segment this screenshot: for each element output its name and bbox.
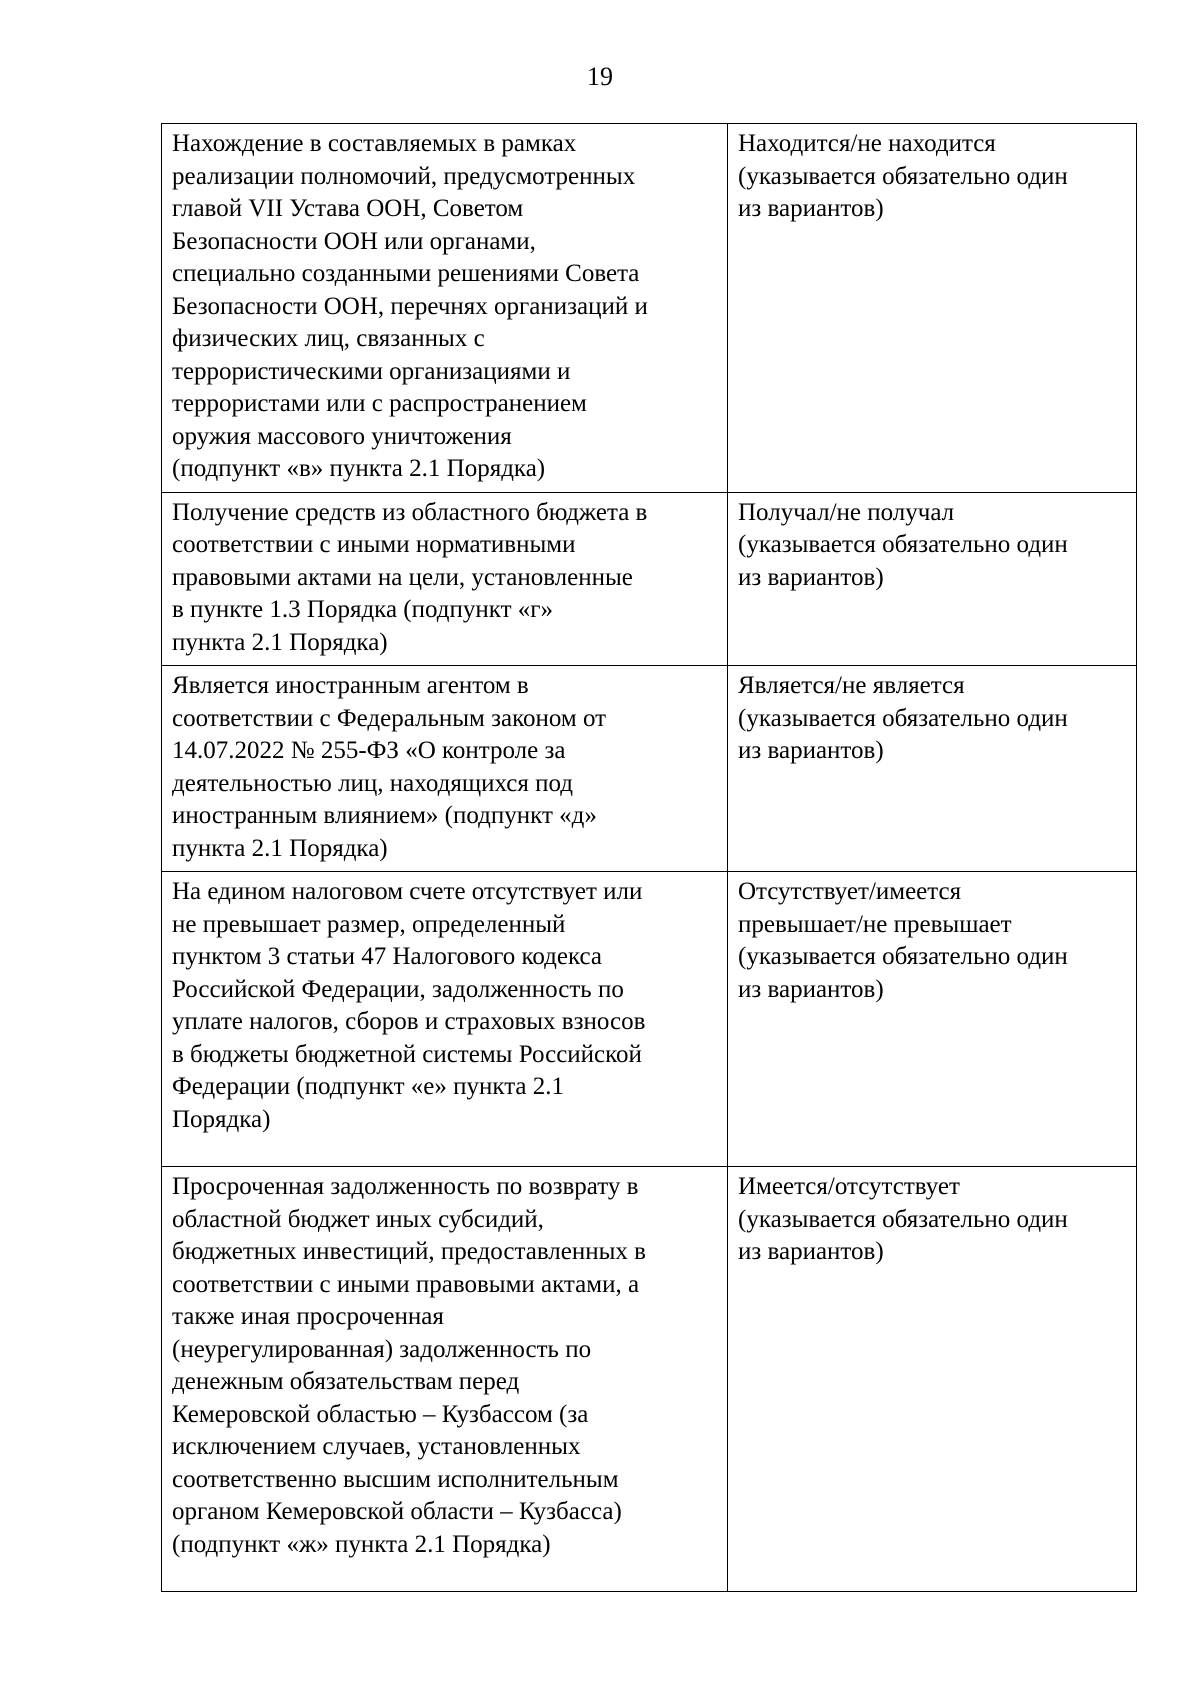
table-row — [162, 872, 1137, 1167]
page-number: 19 — [587, 62, 613, 91]
table-row — [162, 124, 1137, 493]
criterion-cell: Просроченная задолженность по возврату в областной бюджет иных субсидий, бюджетных инвестиций, предоставленных в соответствии с иными правовыми актами, а также иная просроченная (неурегулированная) задолженность по денежным обязательствам перед Кемеровской областью – Кузбассом (за исключением случаев, установленных соответственно высшим исполнительным органом Кемеровской области – Кузбасса) (подпункт «ж» пункта 2.1 Порядка) — [162, 1167, 728, 1592]
table-row — [162, 666, 1137, 872]
answer-cell: Отсутствует/имеется превышает/не превышает (указывается обязательно один из вариантов) — [728, 872, 1137, 1167]
criterion-cell: Нахождение в составляемых в рамках реализации полномочий, предусмотренных главой VII Устава ООН, Советом Безопасности ООН или органами, специально созданными решениями Совета Безопасности ООН, перечнях организаций и физических лиц, связанных с террористическими организациями и террористами или с распространением оружия массового уничтожения (подпункт «в» пункта 2.1 Порядка) — [162, 124, 728, 493]
table-row — [162, 1167, 1137, 1592]
criterion-cell: Получение средств из областного бюджета в соответствии с иными нормативными правовыми актами на цели, установленные в пункте 1.3 Порядка (подпункт «г» пункта 2.1 Порядка) — [162, 492, 728, 666]
answer-cell: Находится/не находится (указывается обязательно один из вариантов) — [728, 124, 1137, 493]
criterion-cell: На едином налоговом счете отсутствует или не превышает размер, определенный пунктом 3 статьи 47 Налогового кодекса Российской Федерации, задолженность по уплате налогов, сборов и страховых взносов в бюджеты бюджетной системы Российской Федерации (подпункт «е» пункта 2.1 Порядка) — [162, 872, 728, 1167]
answer-cell: Имеется/отсутствует (указывается обязательно один из вариантов) — [728, 1167, 1137, 1592]
requirements-table — [161, 123, 1137, 1592]
table-row — [162, 492, 1137, 666]
answer-cell: Является/не является (указывается обязательно один из вариантов) — [728, 666, 1137, 872]
answer-cell: Получал/не получал (указывается обязательно один из вариантов) — [728, 492, 1137, 666]
criterion-cell: Является иностранным агентом в соответствии с Федеральным законом от 14.07.2022 № 255-ФЗ «О контроле за деятельностью лиц, находящихся под иностранным влиянием» (подпункт «д» пункта 2.1 Порядка) — [162, 666, 728, 872]
